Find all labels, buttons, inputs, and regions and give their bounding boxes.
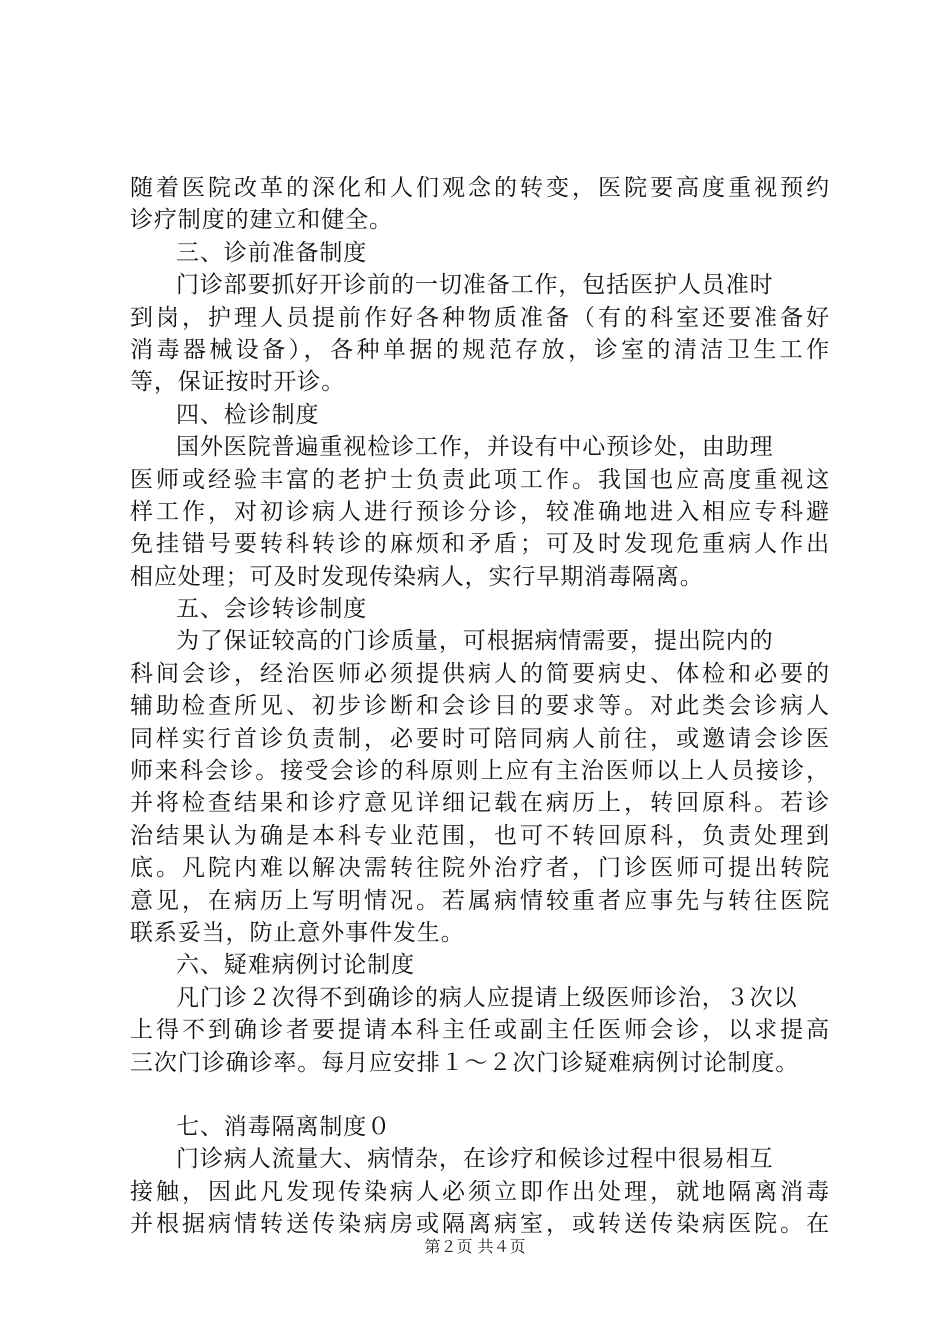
body-line: 免挂错号要转科转诊的麻烦和矛盾；可及时发现危重病人作出 [130,531,830,558]
page-number-label: 第２页 共４页 [424,1237,526,1256]
page-footer [0,1234,950,1257]
section-heading: 四、检诊制度 [176,401,320,428]
body-line: 辅助检查所见、初步诊断和会诊目的要求等。对此类会诊病人 [130,693,830,720]
body-line: 并将检查结果和诊疗意见详细记载在病历上，转回原科。若诊 [130,790,830,817]
body-line: 师来科会诊。接受会诊的科原则上应有主治医师以上人员接诊， [130,758,830,785]
body-line: 凡门诊２次得不到确诊的病人应提请上级医师诊治，３次以 [176,984,798,1011]
body-line: 并根据病情转送传染病房或隔离病室，或转送传染病医院。在 [130,1211,830,1238]
body-line: 上得不到确诊者要提请本科主任或副主任医师会诊，以求提高 [130,1017,830,1044]
section-heading: 三、诊前准备制度 [176,239,368,266]
body-line: 意见，在病历上写明情况。若属病情较重者应事先与转往医院 [130,887,830,914]
body-line: 为了保证较高的门诊质量，可根据病情需要，提出院内的 [176,628,774,655]
body-line: 门诊部要抓好开诊前的一切准备工作，包括医护人员准时 [176,272,774,299]
section-heading: 六、疑难病例讨论制度 [176,952,415,979]
body-line: 诊疗制度的建立和健全。 [130,207,393,234]
body-line: 接触，因此凡发现传染病人必须立即作出处理，就地隔离消毒 [130,1178,830,1205]
body-line: 相应处理；可及时发现传染病人，实行早期消毒隔离。 [130,563,704,590]
document-body [130,172,830,1241]
body-line: 样工作，对初诊病人进行预诊分诊，较准确地进入相应专科避 [130,498,830,525]
body-line: 底。凡院内难以解决需转往院外治疗者，门诊医师可提出转院 [130,855,830,882]
body-line: 同样实行首诊负责制，必要时可陪同病人前往，或邀请会诊医 [130,725,830,752]
body-line: 消毒器械设备），各种单据的规范存放，诊室的清洁卫生工作 [130,336,830,363]
section-heading: 七、消毒隔离制度０ [176,1113,392,1140]
body-line: 到岗，护理人员提前作好各种物质准备（有的科室还要准备好 [130,304,830,331]
body-line: 科间会诊，经治医师必须提供病人的简要病史、体检和必要的 [130,660,830,687]
blank-line [130,1079,830,1111]
section-heading: 五、会诊转诊制度 [176,596,368,623]
body-line: 门诊病人流量大、病情杂，在诊疗和候诊过程中很易相互 [176,1146,774,1173]
body-line: 医师或经验丰富的老护士负责此项工作。我国也应高度重视这 [130,466,830,493]
body-line: 等，保证按时开诊。 [130,369,346,396]
body-line: 三次门诊确诊率。每月应安排１～２次门诊疑难病例讨论制度。 [130,1049,800,1076]
body-line: 联系妥当，防止意外事件发生。 [130,919,465,946]
body-line: 治结果认为确是本科专业范围，也可不转回原科，负责处理到 [130,822,830,849]
body-line: 随着医院改革的深化和人们观念的转变，医院要高度重视预约 [130,175,830,201]
body-line: 国外医院普遍重视检诊工作，并设有中心预诊处，由助理 [176,434,774,461]
